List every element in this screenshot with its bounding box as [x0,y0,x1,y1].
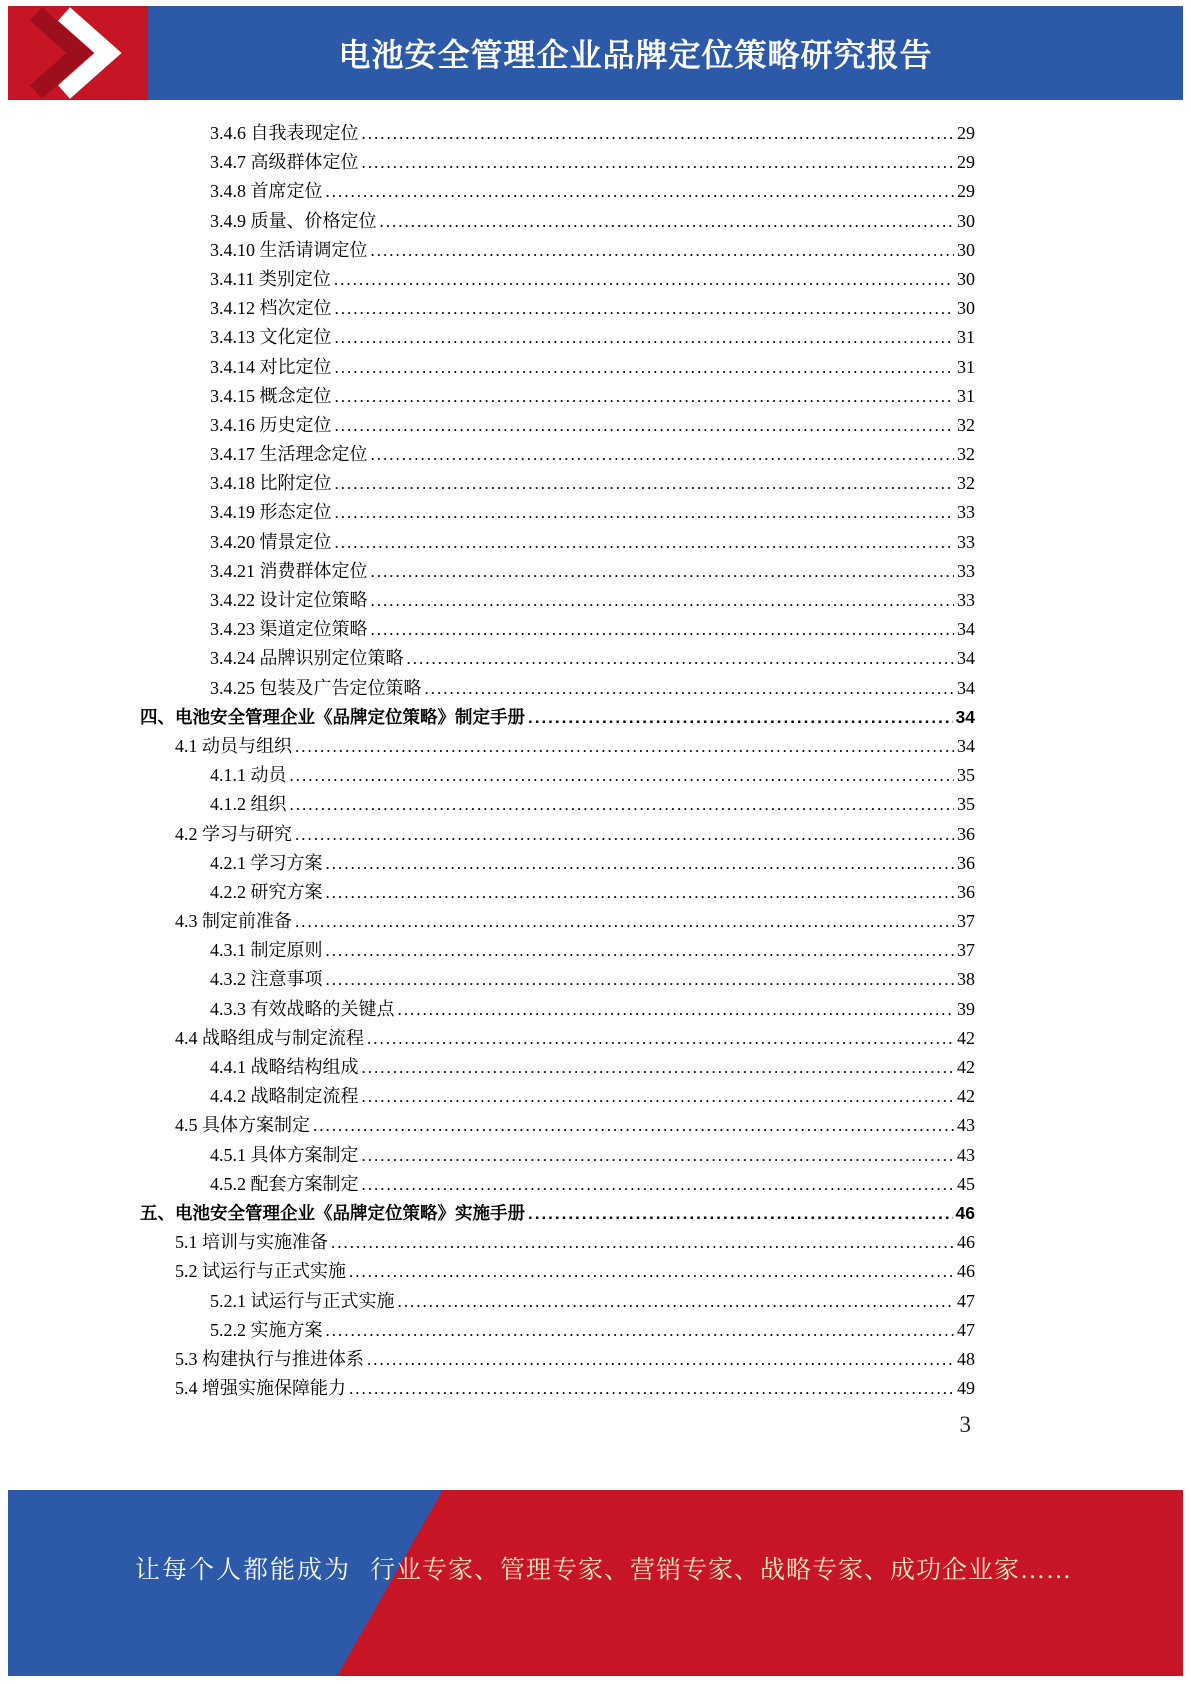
toc-entry [140,294,975,323]
toc-entry-label: 5.1 培训与实施准备 [175,1232,328,1253]
toc-leader-dots [371,615,955,644]
toc-entry-label: 5.2.1 试运行与正式实施 [210,1290,395,1311]
toc-entry-page: 30 [957,239,975,260]
toc-entry [140,353,975,382]
toc-entry-label: 3.4.10 生活请调定位 [210,239,368,260]
toc-entry-label: 3.4.24 品牌识别定位策略 [210,648,404,669]
toc-entry-label: 3.4.19 形态定位 [210,502,332,523]
toc-entry-page: 33 [957,590,975,610]
toc-entry [140,557,975,586]
toc-entry-page: 35 [957,794,975,815]
toc-entry [140,1345,975,1374]
toc-entry-page: 32 [957,444,975,465]
toc-leader-dots [407,644,955,673]
toc-entry [140,1082,975,1111]
toc-entry-page: 34 [957,677,975,698]
toc-entry [140,1141,975,1170]
toc-entry-page: 33 [957,502,975,523]
toc-entry [140,761,975,790]
toc-entry [140,790,975,819]
toc-leader-dots [371,440,955,469]
toc-entry-page: 30 [957,210,975,231]
toc-entry-label: 4.1.1 动员 [210,765,287,786]
toc-leader-dots [528,703,953,732]
toc-entry-label: 4.3.2 注意事项 [210,969,323,990]
toc-entry-label: 4.5.1 具体方案制定 [210,1144,359,1165]
toc-leader-dots [335,528,955,557]
toc-entry-page: 46 [955,1202,975,1223]
report-title: 电池安全管理企业品牌定位策略研究报告 [338,37,933,73]
toc-entry [140,323,975,352]
toc-entry-label: 4.1 动员与组织 [175,735,292,756]
page-footer [8,1490,1183,1676]
toc-entry-label: 5.2.2 实施方案 [210,1319,323,1340]
toc-entry [140,1111,975,1140]
toc-entry [140,469,975,498]
toc-entry-page: 47 [957,1319,975,1340]
toc-entry-page: 30 [957,268,975,289]
toc-entry [140,936,975,965]
toc-leader-dots [295,732,954,761]
footer-slogan-left: 让每个人都能成为 [135,1557,352,1584]
toc-entry-label: 5.4 增强实施保障能力 [175,1378,346,1399]
toc-leader-dots [425,674,955,703]
toc-leader-dots [371,586,955,615]
toc-entry-label: 5.3 构建执行与推进体系 [175,1348,364,1369]
toc-entry [140,1287,975,1316]
toc-entry [140,1374,975,1403]
toc-entry-label: 4.1.2 组织 [210,794,287,815]
chevron-right-icon [8,6,148,100]
toc-entry-page: 29 [957,152,975,173]
toc-entry-label: 3.4.20 情景定位 [210,531,332,552]
toc-entry [140,1170,975,1199]
toc-leader-dots [334,265,954,294]
toc-entry-page: 30 [957,298,975,319]
toc-entry-page: 32 [957,473,975,494]
toc-entry-page: 34 [955,706,975,727]
toc-leader-dots [380,207,955,236]
toc-entry-label: 3.4.21 消费群体定位 [210,560,368,581]
toc-entry [140,703,975,732]
toc-entry-label: 3.4.22 设计定位策略 [210,590,368,610]
toc-entry [140,965,975,994]
toc-leader-dots [295,907,954,936]
toc-leader-dots [331,1228,954,1257]
toc-leader-dots [398,1287,955,1316]
toc-entry-page: 42 [957,1027,975,1048]
toc-entry-label: 3.4.15 概念定位 [210,385,332,406]
toc-leader-dots [362,1053,955,1082]
toc-leader-dots [367,1024,954,1053]
toc-entry-label: 4.2.1 学习方案 [210,852,323,873]
toc-entry-page: 34 [957,648,975,669]
toc-entry-page: 46 [957,1261,975,1282]
toc-entry-label: 4.4 战略组成与制定流程 [175,1027,364,1048]
toc-entry-label: 4.3.1 制定原则 [210,940,323,961]
toc-entry-page: 48 [957,1348,975,1369]
toc-entry-label: 五、电池安全管理企业《品牌定位策略》实施手册 [140,1202,525,1223]
toc-entry [140,1199,975,1228]
toc-leader-dots [362,119,955,148]
toc-leader-dots [398,995,955,1024]
toc-entry-page: 29 [957,123,975,143]
toc-entry [140,411,975,440]
toc-entry-label: 3.4.14 对比定位 [210,356,332,377]
toc-leader-dots [367,1345,954,1374]
toc-entry [140,820,975,849]
toc-entry [140,586,975,615]
toc-entry [140,1053,975,1082]
toc-leader-dots [362,1141,955,1170]
toc-entry [140,265,975,294]
toc-entry-label: 3.4.16 历史定位 [210,414,332,435]
toc-entry [140,849,975,878]
toc-entry-page: 35 [957,765,975,786]
page-number: 3 [959,1412,971,1437]
toc-entry-page: 34 [957,735,975,756]
toc-leader-dots [290,790,955,819]
toc-entry [140,1257,975,1286]
toc-entry-page: 46 [957,1232,975,1253]
toc-entry-label: 3.4.25 包装及广告定位策略 [210,677,422,698]
toc-entry [140,732,975,761]
toc-entry-label: 4.4.2 战略制定流程 [210,1086,359,1107]
toc-entry-label: 4.2 学习与研究 [175,823,292,844]
toc-leader-dots [326,1316,955,1345]
toc-leader-dots [295,820,954,849]
toc-entry-page: 42 [957,1057,975,1077]
toc-entry-label: 4.5.2 配套方案制定 [210,1173,359,1194]
toc-entry-label: 4.3 制定前准备 [175,911,292,932]
toc-entry-label: 3.4.11 类别定位 [210,268,331,289]
toc-leader-dots [335,294,955,323]
toc-entry [140,236,975,265]
toc-entry [140,207,975,236]
toc-entry-page: 31 [957,356,975,377]
toc-entry-page: 45 [957,1173,975,1194]
toc-leader-dots [528,1199,953,1228]
toc-entry-label: 4.2.2 研究方案 [210,881,323,902]
toc-entry-label: 3.4.18 比附定位 [210,473,332,494]
toc-entry-label: 3.4.23 渠道定位策略 [210,619,368,640]
toc-entry-label: 四、电池安全管理企业《品牌定位策略》制定手册 [140,706,525,727]
toc-entry-label: 3.4.6 自我表现定位 [210,123,359,143]
toc-entry [140,119,975,148]
toc-leader-dots [326,878,955,907]
toc-leader-dots [362,148,955,177]
toc-leader-dots [335,498,955,527]
toc-leader-dots [290,761,955,790]
toc-entry-page: 29 [957,181,975,202]
toc-leader-dots [335,411,955,440]
toc-entry-page: 32 [957,414,975,435]
toc-entry-page: 36 [957,881,975,902]
toc-entry-label: 3.4.12 档次定位 [210,298,332,319]
toc-leader-dots [326,936,955,965]
toc-entry-page: 37 [957,940,975,961]
toc-entry-page: 43 [957,1115,975,1136]
toc-entry-page: 49 [957,1378,975,1399]
toc-entry-page: 31 [957,385,975,406]
toc-entry [140,528,975,557]
toc-entry [140,1316,975,1345]
toc-entry [140,674,975,703]
toc-leader-dots [335,469,955,498]
toc-leader-dots [326,965,955,994]
toc-entry-page: 34 [957,619,975,640]
toc-entry-label: 4.3.3 有效战略的关键点 [210,998,395,1019]
toc-entry-page: 31 [957,327,975,348]
toc-entry [140,644,975,673]
toc-entry [140,878,975,907]
toc-entry [140,995,975,1024]
toc-entry-label: 3.4.8 首席定位 [210,181,323,202]
toc-entry-page: 42 [957,1086,975,1107]
toc-entry-page: 33 [957,560,975,581]
toc-entry [140,148,975,177]
toc-entry [140,1024,975,1053]
page-header [8,6,1183,100]
toc-entry-page: 47 [957,1290,975,1311]
toc-entry [140,382,975,411]
toc-entry-label: 4.5 具体方案制定 [175,1115,310,1136]
toc-leader-dots [335,323,955,352]
toc-entry-page: 33 [957,531,975,552]
toc-entry-label: 4.4.1 战略结构组成 [210,1057,359,1077]
toc-entry-label: 3.4.13 文化定位 [210,327,332,348]
toc-entry [140,440,975,469]
toc-leader-dots [335,353,955,382]
toc-leader-dots [313,1111,954,1140]
toc-entry-page: 39 [957,998,975,1019]
toc-entry [140,615,975,644]
toc-leader-dots [362,1082,955,1111]
toc-leader-dots [326,177,955,206]
footer-slogan-right: 行业专家、管理专家、营销专家、战略专家、成功企业家…… [370,1557,1073,1584]
toc-leader-dots [349,1257,954,1286]
toc-entry-page: 36 [957,823,975,844]
toc-leader-dots [371,557,955,586]
toc-leader-dots [371,236,955,265]
toc-entry-page: 38 [957,969,975,990]
toc-entry-label: 3.4.9 质量、价格定位 [210,210,377,231]
toc-entry [140,177,975,206]
toc-leader-dots [362,1170,955,1199]
toc-leader-dots [326,849,955,878]
toc-entry [140,907,975,936]
toc-leader-dots [349,1374,954,1403]
toc-entry-page: 43 [957,1144,975,1165]
toc-entry-page: 37 [957,911,975,932]
toc-entry-label: 3.4.7 高级群体定位 [210,152,359,173]
table-of-contents [140,119,975,1403]
toc-entry-page: 36 [957,852,975,873]
toc-entry-label: 5.2 试运行与正式实施 [175,1261,346,1282]
toc-entry [140,498,975,527]
toc-entry-label: 3.4.17 生活理念定位 [210,444,368,465]
toc-leader-dots [335,382,955,411]
toc-entry [140,1228,975,1257]
